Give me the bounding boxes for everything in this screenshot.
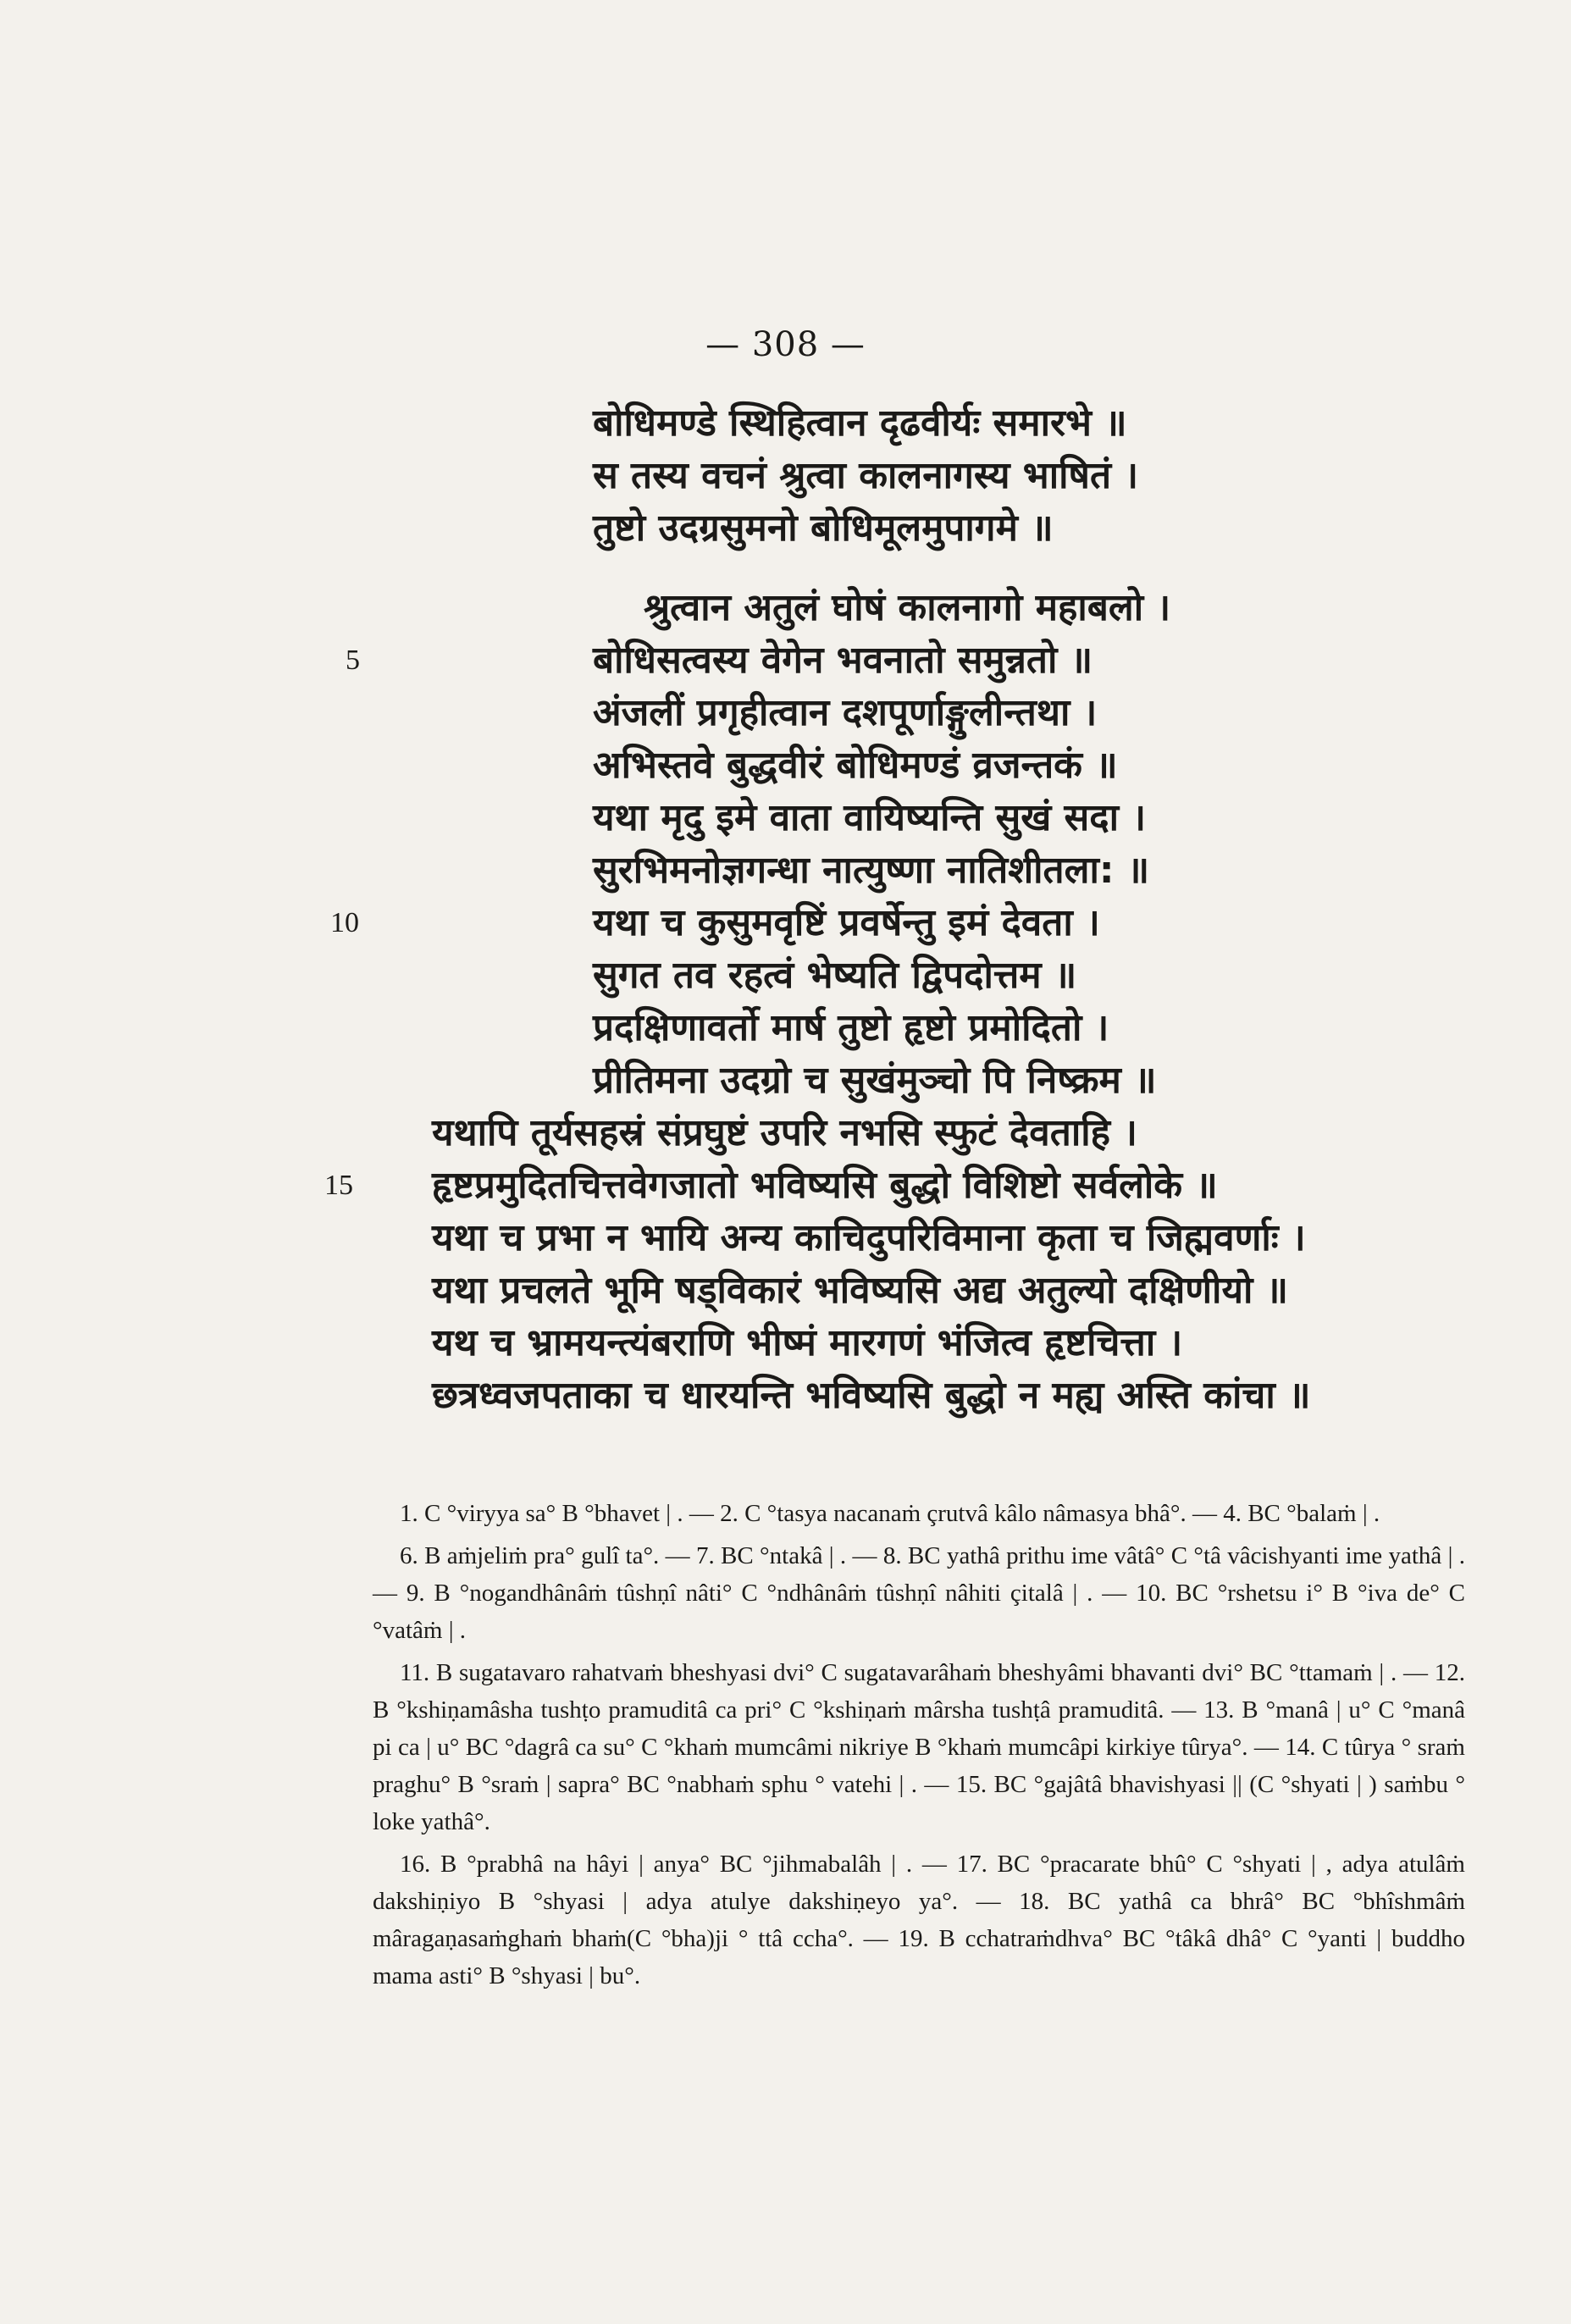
verse-line: बोधिसत्वस्य वेगेन भवनातो समुन्नतो ॥ <box>593 639 1093 682</box>
verse-line: स तस्य वचनं श्रुत्वा कालनागस्य भाषितं । <box>593 454 1139 497</box>
verse-line: अभिस्तवे बुद्धवीरं बोधिमण्डं व्रजन्तकं ॥ <box>593 744 1118 787</box>
footnote: 1. C °viryya sa° B °bhavet | . — 2. C °tasya nacanaṁ çrutvâ kâlo nâmasya bhâ°. — 4. BC °balaṁ | . <box>400 1500 1380 1527</box>
verse-line: श्रुत्वान अतुलं घोषं कालनागो महाबलो । <box>644 586 1171 629</box>
verse-line: यथा च कुसुमवृष्टिं प्रवर्षेन्तु इमं देवता । <box>593 901 1100 944</box>
verse-line: तुष्टो उदग्रसुमनो बोधिमूलमुपागमे ॥ <box>593 506 1054 550</box>
verse-line: प्रदक्षिणावर्तो मार्ष तुष्टो हृष्टो प्रमोदितो । <box>593 1006 1109 1049</box>
verse-line: सुरभिमनोज्ञगन्धा नात्युष्णा नातिशीतला: ॥ <box>593 849 1150 892</box>
page-number: — 308 — <box>705 325 866 364</box>
verse-line: अंजलीं प्रगृहीत्वान दशपूर्णाङ्गुलीन्तथा । <box>593 691 1098 734</box>
verse-line: बोधिमण्डे स्थिहित्वान दृढवीर्यः समारभे ॥ <box>593 401 1127 445</box>
footnote: 16. B °prabhâ na hâyi | anya° BC °jihmabalâh | . — 17. BC °pracarate bhû° C °shyati | , adya atulâṁ dakshiṇiyo B °shyasi | adya atulye dakshiṇeyo ya°. — 18. BC yathâ ca bhrâ° BC °bhîshmâṁ mâragaṇasaṁghaṁ bhaṁ(C °bha)ji ° ttâ ccha°. — 19. B cchatraṁdhva° BC °tâkâ dhâ° C °yanti | buddho mama asti° B °shyasi | bu°. <box>373 1851 1465 1989</box>
verse-line: सुगत तव रहत्वं भेष्यति द्विपदोत्तम ॥ <box>593 954 1077 997</box>
footnotes <box>373 1495 1465 2000</box>
verse-line: यथा मृदु इमे वाता वायिष्यन्ति सुखं सदा । <box>593 796 1147 839</box>
verse-line: यथा प्रचलते भूमि षड्विकारं भविष्यसि अद्य अतुल्यो दक्षिणीयो ॥ <box>432 1269 1289 1312</box>
verse-line: हृष्टप्रमुदितचित्तवेगजातो भविष्यसि बुद्धो विशिष्टो सर्वलोके ॥ <box>432 1164 1218 1207</box>
footnote: 11. B sugatavaro rahatvaṁ bheshyasi dvi° C sugatavarâhaṁ bheshyâmi bhavanti dvi° BC °ttamaṁ | . — 12. B °kshiṇamâsha tushṭo pramuditâ ca pri° C °kshiṇaṁ mârsha tushṭâ pramuditâ. — 13. B °manâ | u° C °manâ pi ca | u° BC °dagrâ ca su° C °khaṁ mumcâmi nikriye B °khaṁ mumcâpi kirkiye tûrya°. — 14. C tûrya ° sraṁ praghu° B °sraṁ | sapra° BC °nabhaṁ sphu ° vatehi | . — 15. BC °gajâtâ bhavishyasi || (C °shyati | ) saṁbu ° loke yathâ°. <box>373 1659 1465 1835</box>
line-number: 10 <box>330 907 359 938</box>
verse-line: प्रीतिमना उदग्रो च सुखंमुञ्चो पि निष्क्रम ॥ <box>593 1059 1157 1102</box>
line-number: 5 <box>346 645 360 676</box>
footnote: 6. B aṁjeliṁ pra° gulî ta°. — 7. BC °ntakâ | . — 8. BC yathâ prithu ime vâtâ° C °tâ vâcishyanti ime yathâ | . — 9. B °nogandhânâṁ tûshṇî nâti° C °ndhânâṁ tûshṇî nâhiti çitalâ | . — 10. BC °rshetsu i° B °iva de° C °vatâṁ | . <box>373 1542 1465 1644</box>
verse-line: यथ च भ्रामयन्त्यंबराणि भीष्मं मारगणं भंजित्व हृष्टचित्ता । <box>432 1321 1183 1364</box>
verse-line: यथा च प्रभा न भायि अन्य काचिदुपरिविमाना कृता च जिह्मवर्णाः । <box>432 1216 1306 1259</box>
verse-line: यथापि तूर्यसहस्रं संप्रघुष्टं उपरि नभसि स्फुटं देवताहि । <box>432 1111 1137 1154</box>
verse-line: छत्रध्वजपताका च धारयन्ति भविष्यसि बुद्धो न मह्य अस्ति कांचा ॥ <box>432 1374 1311 1417</box>
line-number: 15 <box>324 1170 353 1201</box>
